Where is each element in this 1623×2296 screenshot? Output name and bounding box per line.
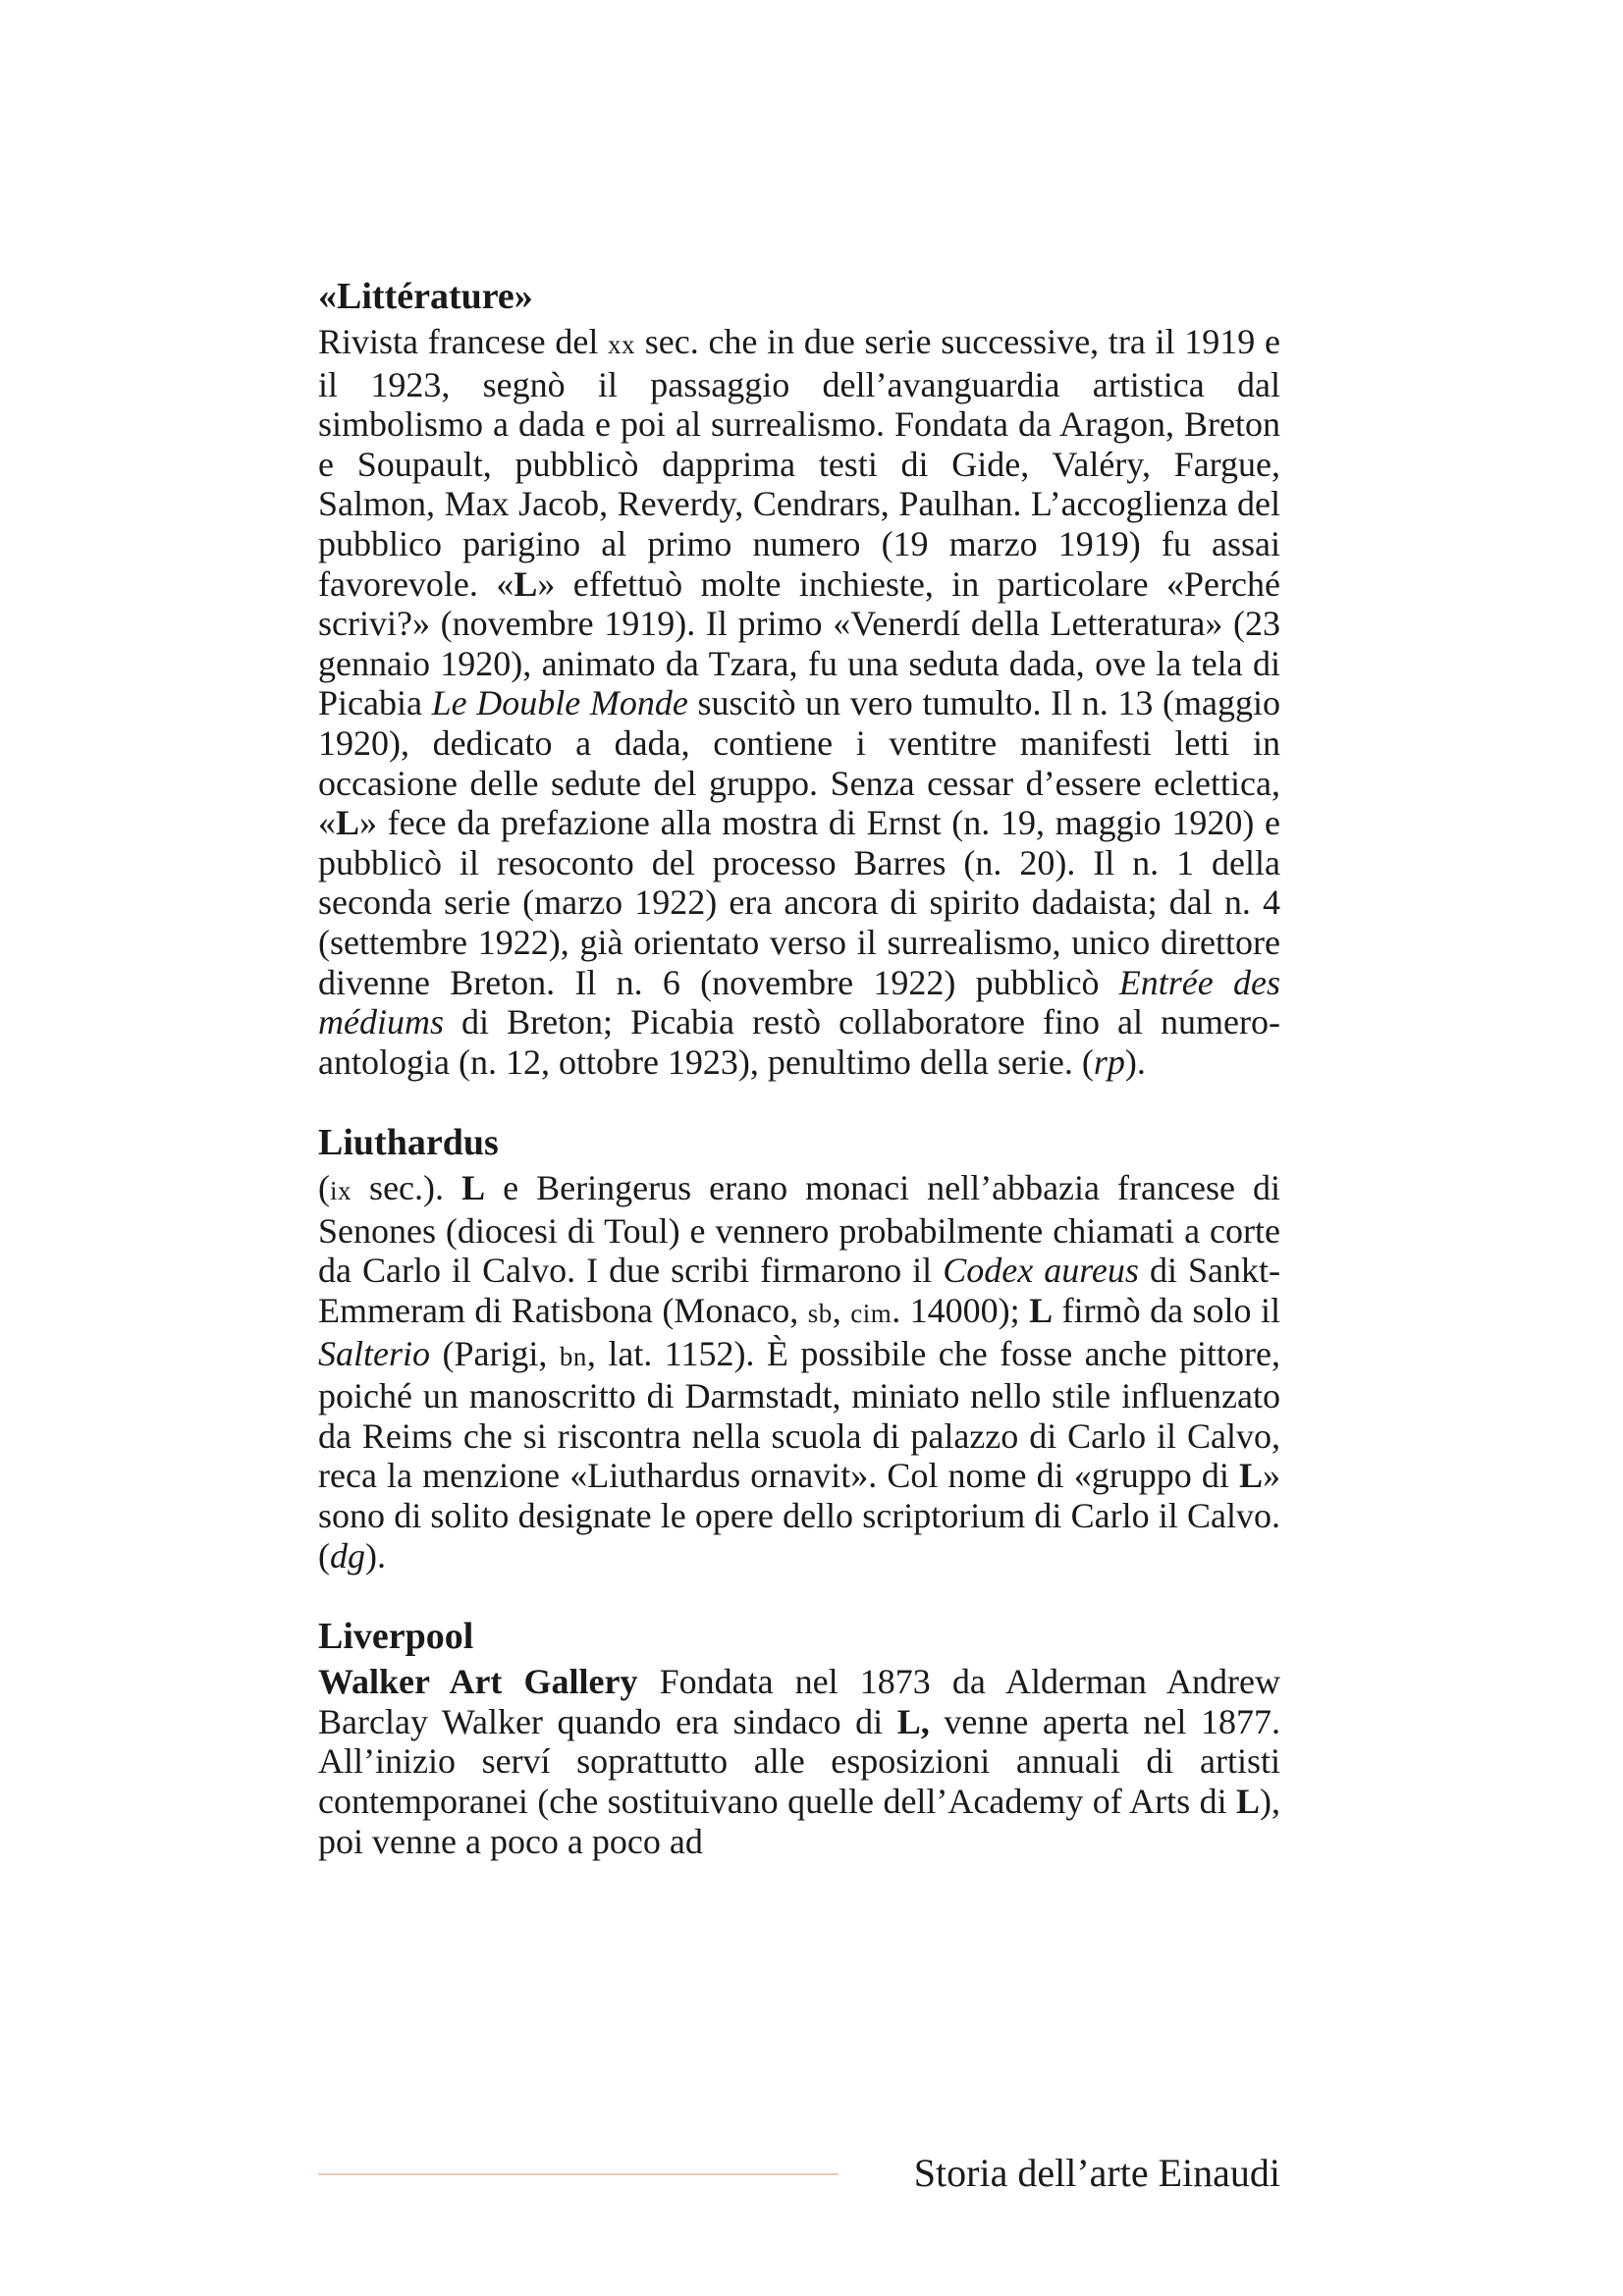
entry-text <box>318 322 1280 1082</box>
text-run: e Beringerus erano monaci nell’abbazia francese di Senones (diocesi di Toul) e vennero probabilmente chiamati a corte da Carlo il Calvo. I due scribi firmarono il <box>318 1168 1280 1291</box>
text-run-b: L <box>1238 1456 1263 1496</box>
text-run: di Sankt-Emmeram di Ratisbona (Monaco, <box>318 1251 1280 1331</box>
text-run-b: L <box>1235 1782 1260 1821</box>
entry-text <box>318 1662 1280 1861</box>
text-run-b: L <box>1029 1291 1054 1331</box>
text-run-i: Salterio <box>318 1333 430 1373</box>
text-run-b: L <box>514 563 538 604</box>
text-run-sc: sb <box>807 1299 833 1329</box>
text-run-b: Walker Art Gallery <box>318 1662 638 1702</box>
text-run: venne aperta nel 1877. All’inizio serví soprattutto alle esposizioni annuali di artisti contemporanei (che sostituivano quelle dell’Academy of Arts di <box>318 1701 1280 1821</box>
text-run-sc: ix <box>330 1176 352 1206</box>
entry-title: Liuthardus <box>318 1122 499 1164</box>
text-run: » sono di solito designate le opere dello scriptorium di Carlo il Calvo. ( <box>318 1456 1280 1575</box>
text-run: sec. che in due serie successive, tra il 1919 e il 1923, segnò il passaggio dell’avanguardia artistica dal simbolismo a dada e poi al surrealismo. Fondata da Aragon, Breton e Soupault, pubblicò dapprima testi di Gide, Valéry, Fargue, Salmon, Max Jacob, Reverdy, Cendrars, Paulhan. L’accoglienza del pubblico parigino al primo numero (19 marzo 1919) fu assai favorevole. « <box>318 322 1280 604</box>
text-run-b: L <box>461 1168 486 1208</box>
entry-liuthardus <box>318 1121 1280 1575</box>
text-run: , <box>832 1291 851 1331</box>
text-run: Rivista francese del <box>318 322 609 361</box>
text-run: ( <box>318 1168 330 1208</box>
text-run-b: L, <box>896 1701 930 1741</box>
text-run-i: Entrée des médiums <box>318 962 1280 1042</box>
entry-title: «Littérature» <box>318 276 533 317</box>
text-run: , lat. 1152). È possibile che fosse anche pittore, poiché un manoscritto di Darmstadt, miniato nello stile influenzato da Reims che si riscontra nella scuola di palazzo di Carlo il Calvo, reca la menzione «Liuthardus ornavit». Col nome di «gruppo di <box>318 1333 1280 1496</box>
footer-rule <box>318 2173 839 2175</box>
entry-liverpool <box>318 1615 1280 1861</box>
text-run: sec.). <box>352 1168 462 1208</box>
text-run-i: Codex aureus <box>943 1251 1139 1291</box>
text-run: Fondata nel 1873 da Alderman Andrew Barclay Walker quando era sindaco di <box>318 1662 1280 1741</box>
page-footer <box>318 2150 1280 2199</box>
text-run-i: dg <box>330 1535 365 1575</box>
text-run: ), poi venne a poco a poco ad <box>318 1782 1280 1861</box>
text-run-sc: cim <box>850 1299 893 1329</box>
text-run: firmò da solo il <box>1053 1291 1280 1331</box>
entry-litterature <box>318 275 1280 1082</box>
text-run-sc: bn <box>559 1341 587 1371</box>
text-run-b: L <box>336 803 360 843</box>
entry-title: Liverpool <box>318 1616 474 1658</box>
text-run: di Breton; Picabia restò collaboratore fino al numero-antologia (n. 12, ottobre 1923), penultimo della serie. ( <box>318 1002 1280 1082</box>
text-run: » fece da prefazione alla mostra di Ernst (n. 19, maggio 1920) e pubblicò il resoconto del processo Barres (n. 20). Il n. 1 della seconda serie (marzo 1922) era ancora di spirito dadaista; dal n. 4 (settembre 1922), già orientato verso il surrealismo, unico direttore divenne Breton. Il n. 6 (novembre 1922) pubblicò <box>318 803 1280 1002</box>
text-run: ). <box>365 1535 386 1575</box>
text-run: suscitò un vero tumulto. Il n. 13 (maggio 1920), dedicato a dada, contiene i ventitre manifesti letti in occasione delle sedute del gruppo. Senza cessar d’essere eclettica, « <box>318 683 1281 843</box>
footer-publisher-text: Storia dell’arte Einaudi <box>913 2151 1280 2195</box>
text-run: . 14000); <box>892 1291 1030 1331</box>
text-run-i: Le Double Monde <box>431 683 688 723</box>
text-run-i: rp <box>1093 1041 1125 1082</box>
dictionary-page <box>318 275 1280 1900</box>
text-run: » effettuò molte inchieste, in particolare «Perché scrivi?» (novembre 1919). Il primo «Venerdí della Letteratura» (23 gennaio 1920), animato da Tzara, fu una seduta dada, ove la tela di Picabia <box>318 563 1280 723</box>
text-run: ). <box>1124 1041 1146 1082</box>
text-run-sc: xx <box>608 330 636 359</box>
entry-text <box>318 1168 1280 1575</box>
text-run: (Parigi, <box>430 1333 560 1373</box>
